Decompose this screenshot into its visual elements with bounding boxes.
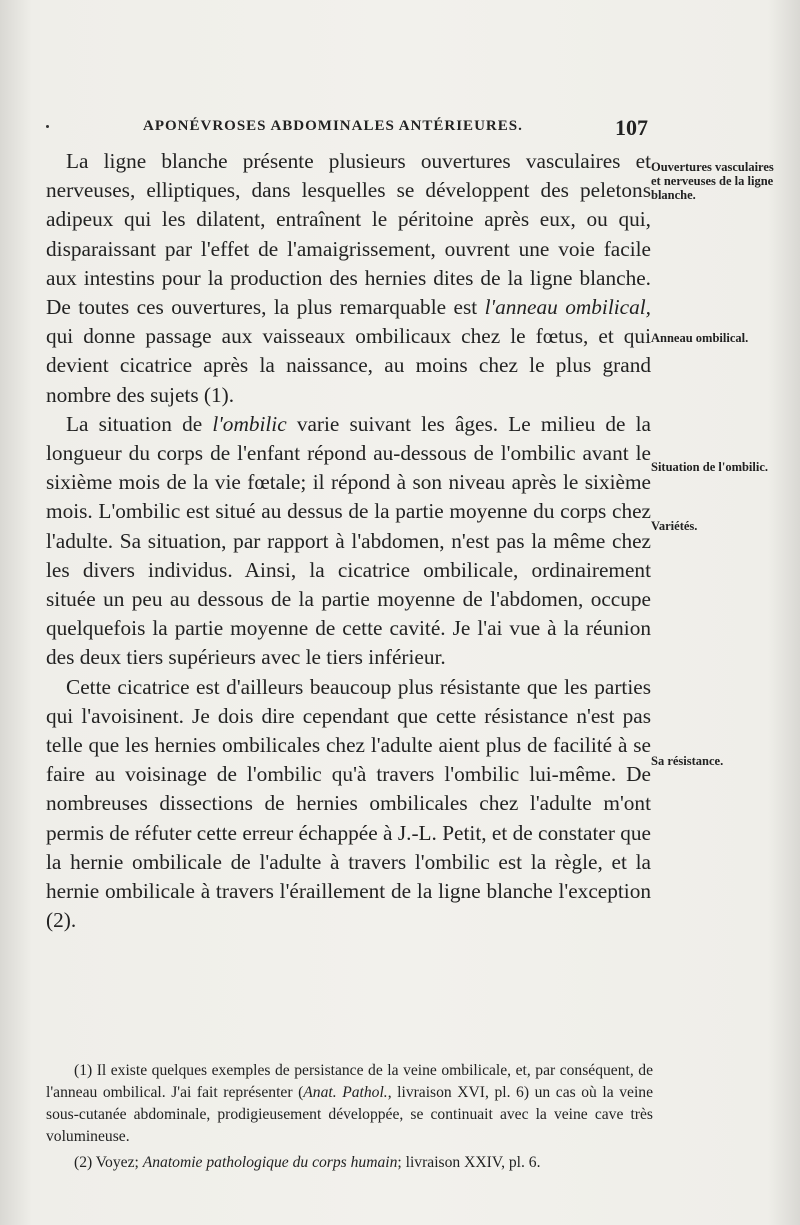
- text-run: varie suivant les âges. Le milieu de la longueur du corps de l'enfant répond au-dessous de l'ombilic avant le sixième mois de la vie fœtale; il répond à son niveau après le sixième mois. L'ombilic est situé au dessus de la partie moyenne du corps chez l'adulte. Sa situation, par rapport à l'abdomen, n'est pas la même chez les divers individus. Ainsi, la cicatrice ombilicale, ordinairement située un peu au dessous de la partie moyenne de l'abdomen, occupe quelquefois la partie moyenne de cette cavité. Je l'ai vue à la réunion des deux tiers supérieurs avec le tiers inférieur.: [46, 411, 652, 670]
- text-run: , livraison XVI, pl. 6) un cas où la veine sous-cutanée abdominale, prodigieusement développée, se continuait avec la veine cave très volumineuse.: [46, 1084, 653, 1145]
- footnote-1: [46, 1060, 653, 1148]
- running-title: APONÉVROSES ABDOMINALES ANTÉRIEURES.: [143, 118, 523, 134]
- text-run: La situation de: [66, 411, 213, 436]
- page-number: 107: [615, 115, 648, 140]
- footnote-2: [46, 1152, 653, 1174]
- italic-term: Anat. Pathol.: [303, 1084, 388, 1101]
- main-text: [46, 147, 651, 935]
- italic-term: Anatomie pathologique du corps humain: [142, 1154, 398, 1171]
- italic-term: l'ombilic: [212, 411, 287, 436]
- italic-term: l'anneau ombilical,: [484, 295, 652, 320]
- paragraph-resistance: Cette cicatrice est d'ailleurs beaucoup plus résistante que les parties qui l'avoisinent. Je dois dire cependant que cette résistance n'est pas telle que les hernies ombilicales chez l'adulte aient plus de facilité à se faire au voisinage de l'ombilic qu'à travers l'ombilic lui-même. De nombreuses dissections de hernies ombilicales chez l'adulte m'ont permis de réfuter cette erreur échappée à J.-L. Petit, et de constater que la hernie ombilicale de l'adulte à travers l'ombilic est la règle, et la hernie ombilicale à travers l'éraillement de la ligne blanche l'exception (2).: [46, 674, 651, 933]
- footnotes: [46, 1060, 653, 1174]
- text-run: ; livraison XXIV, pl. 6.: [397, 1154, 541, 1171]
- text-run: qui donne passage aux vaisseaux ombilicaux chez le fœtus, et qui devient cicatrice après la naissance, au moins chez le plus grand nombre des sujets (1).: [46, 324, 651, 407]
- ink-dot: [46, 125, 49, 128]
- page-header: [143, 115, 648, 145]
- paragraph-situation: [46, 410, 651, 673]
- margin-note-varietes: Variétés.: [651, 519, 698, 533]
- text-run: (1) Il existe quelques exemples de persistance de la veine ombilicale, et, par conséquent, de l'anneau ombilical. J'ai fait représenter (: [46, 1062, 653, 1101]
- margin-note-ouvertures: Ouvertures vasculaires et nerveuses de la ligne blanche.: [651, 160, 774, 202]
- margin-note-situation: Situation de l'ombilic.: [651, 460, 769, 474]
- margin-note-anneau: Anneau ombilical.: [651, 331, 749, 345]
- paragraph-ligne-blanche: [46, 147, 651, 410]
- text-run: La ligne blanche présente plusieurs ouvertures vasculaires et nerveuses, elliptiques, dans lesquelles se développent des peletons adipeux qui les dilatent, entraînent le péritoine après eux, ou qui, disparaissant par l'effet de l'amaigrissement, ouvrent une voie facile aux intestins pour la production des hernies dites de la ligne blanche. De toutes ces ouvertures, la plus remarquable est: [46, 149, 651, 320]
- margin-note-resistance: Sa résistance.: [651, 754, 724, 768]
- text-run: (2) Voyez;: [74, 1154, 143, 1171]
